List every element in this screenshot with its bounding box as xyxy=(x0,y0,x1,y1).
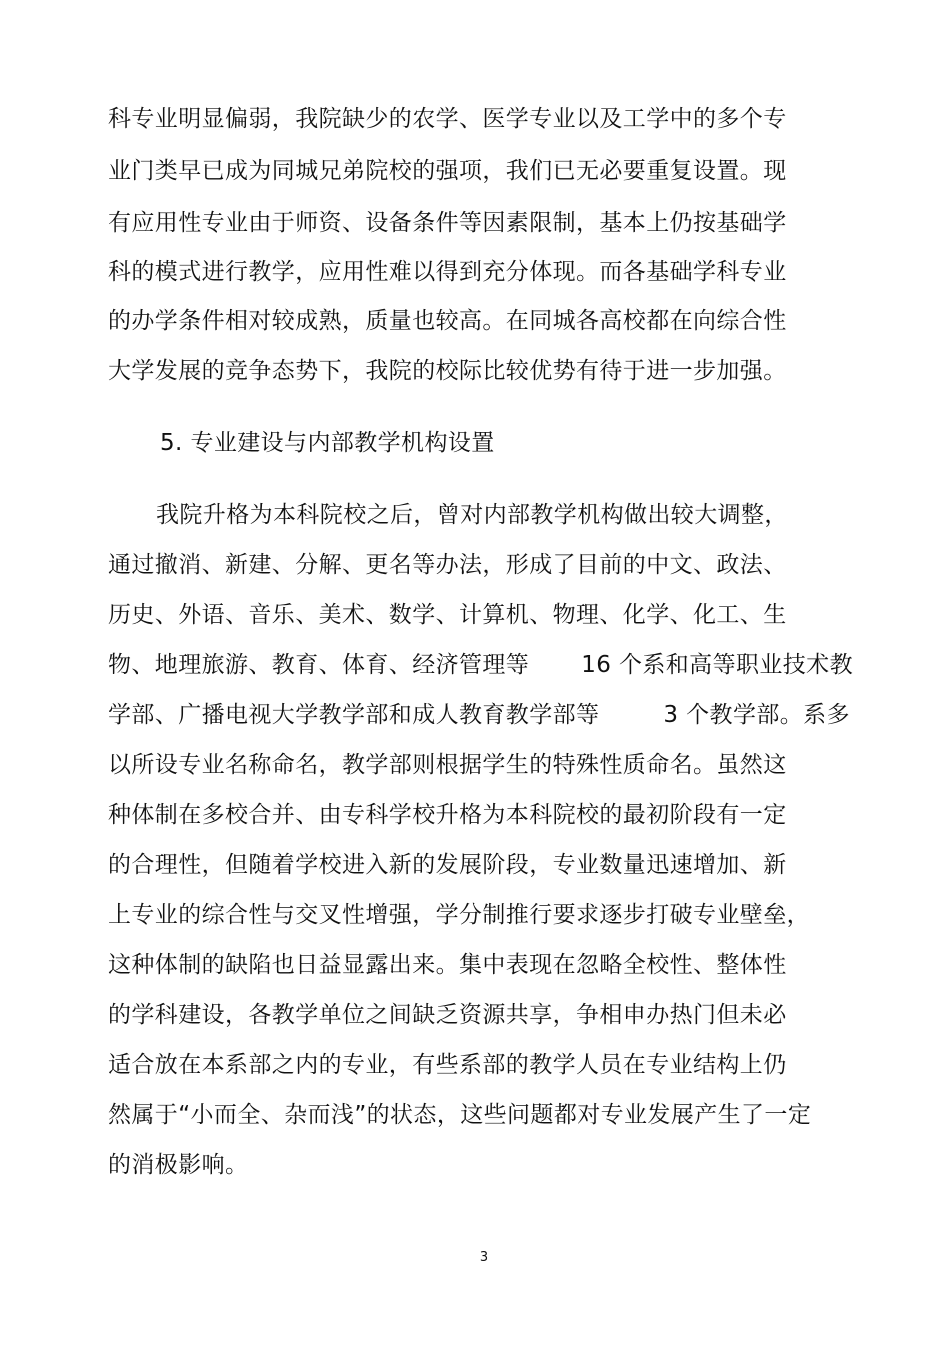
paragraph-line: 以所设专业名称命名，教学部则根据学生的特殊性质命名。虽然这 xyxy=(108,752,787,778)
paragraph-line: 我院升格为本科院校之后，曾对内部教学机构做出较大调整， xyxy=(156,502,788,528)
paragraph-line xyxy=(108,700,850,730)
page-number: 3 xyxy=(479,1250,489,1265)
line-segment: 学部、广播电视大学教学部和成人教育教学部等 xyxy=(108,702,600,728)
paragraph-line: 这种体制的缺陷也日益显露出来。集中表现在忽略全校性、整体性 xyxy=(108,952,787,978)
paragraph-line: 历史、外语、音乐、美术、数学、计算机、物理、化学、化工、生 xyxy=(108,602,787,628)
paragraph-line: 适合放在本系部之内的专业，有些系部的教学人员在专业结构上仍 xyxy=(108,1052,787,1078)
paragraph-line: 上专业的综合性与交叉性增强，学分制推行要求逐步打破专业壁垒， xyxy=(108,902,810,928)
paragraph-line: 的合理性，但随着学校进入新的发展阶段，专业数量迅速增加、新 xyxy=(108,852,787,878)
paragraph-line: 科专业明显偏弱，我院缺少的农学、医学专业以及工学中的多个专 xyxy=(108,106,787,132)
paragraph-line: 种体制在多校合并、由专科学校升格为本科院校的最初阶段有一定 xyxy=(108,802,787,828)
line-segment: 物、地理旅游、教育、体育、经济管理等 xyxy=(108,652,530,678)
section-heading: 5. 专业建设与内部教学机构设置 xyxy=(160,430,495,456)
paragraph-line: 的消极影响。 xyxy=(108,1152,249,1178)
line-segment: 16 个系和高等职业技术教 xyxy=(581,652,853,678)
paragraph-line: 的学科建设，各教学单位之间缺乏资源共享，争相申办热门但未必 xyxy=(108,1002,787,1028)
paragraph-line: 的办学条件相对较成熟，质量也较高。在同城各高校都在向综合性 xyxy=(108,308,787,334)
paragraph-line: 通过撤消、新建、分解、更名等办法，形成了目前的中文、政法、 xyxy=(108,552,787,578)
paragraph-line: 科的模式进行教学，应用性难以得到充分体现。而各基础学科专业 xyxy=(108,259,787,285)
paragraph-line: 然属于“小而全、杂而浅”的状态，这些问题都对专业发展产生了一定 xyxy=(108,1102,812,1128)
paragraph-line: 业门类早已成为同城兄弟院校的强项，我们已无必要重复设置。现 xyxy=(108,158,787,184)
paragraph-line: 大学发展的竞争态势下，我院的校际比较优势有待于进一步加强。 xyxy=(108,358,787,384)
paragraph-line: 有应用性专业由于师资、设备条件等因素限制，基本上仍按基础学 xyxy=(108,210,787,236)
line-segment: 3 个教学部。系多 xyxy=(663,702,850,728)
paragraph-line xyxy=(108,650,853,680)
